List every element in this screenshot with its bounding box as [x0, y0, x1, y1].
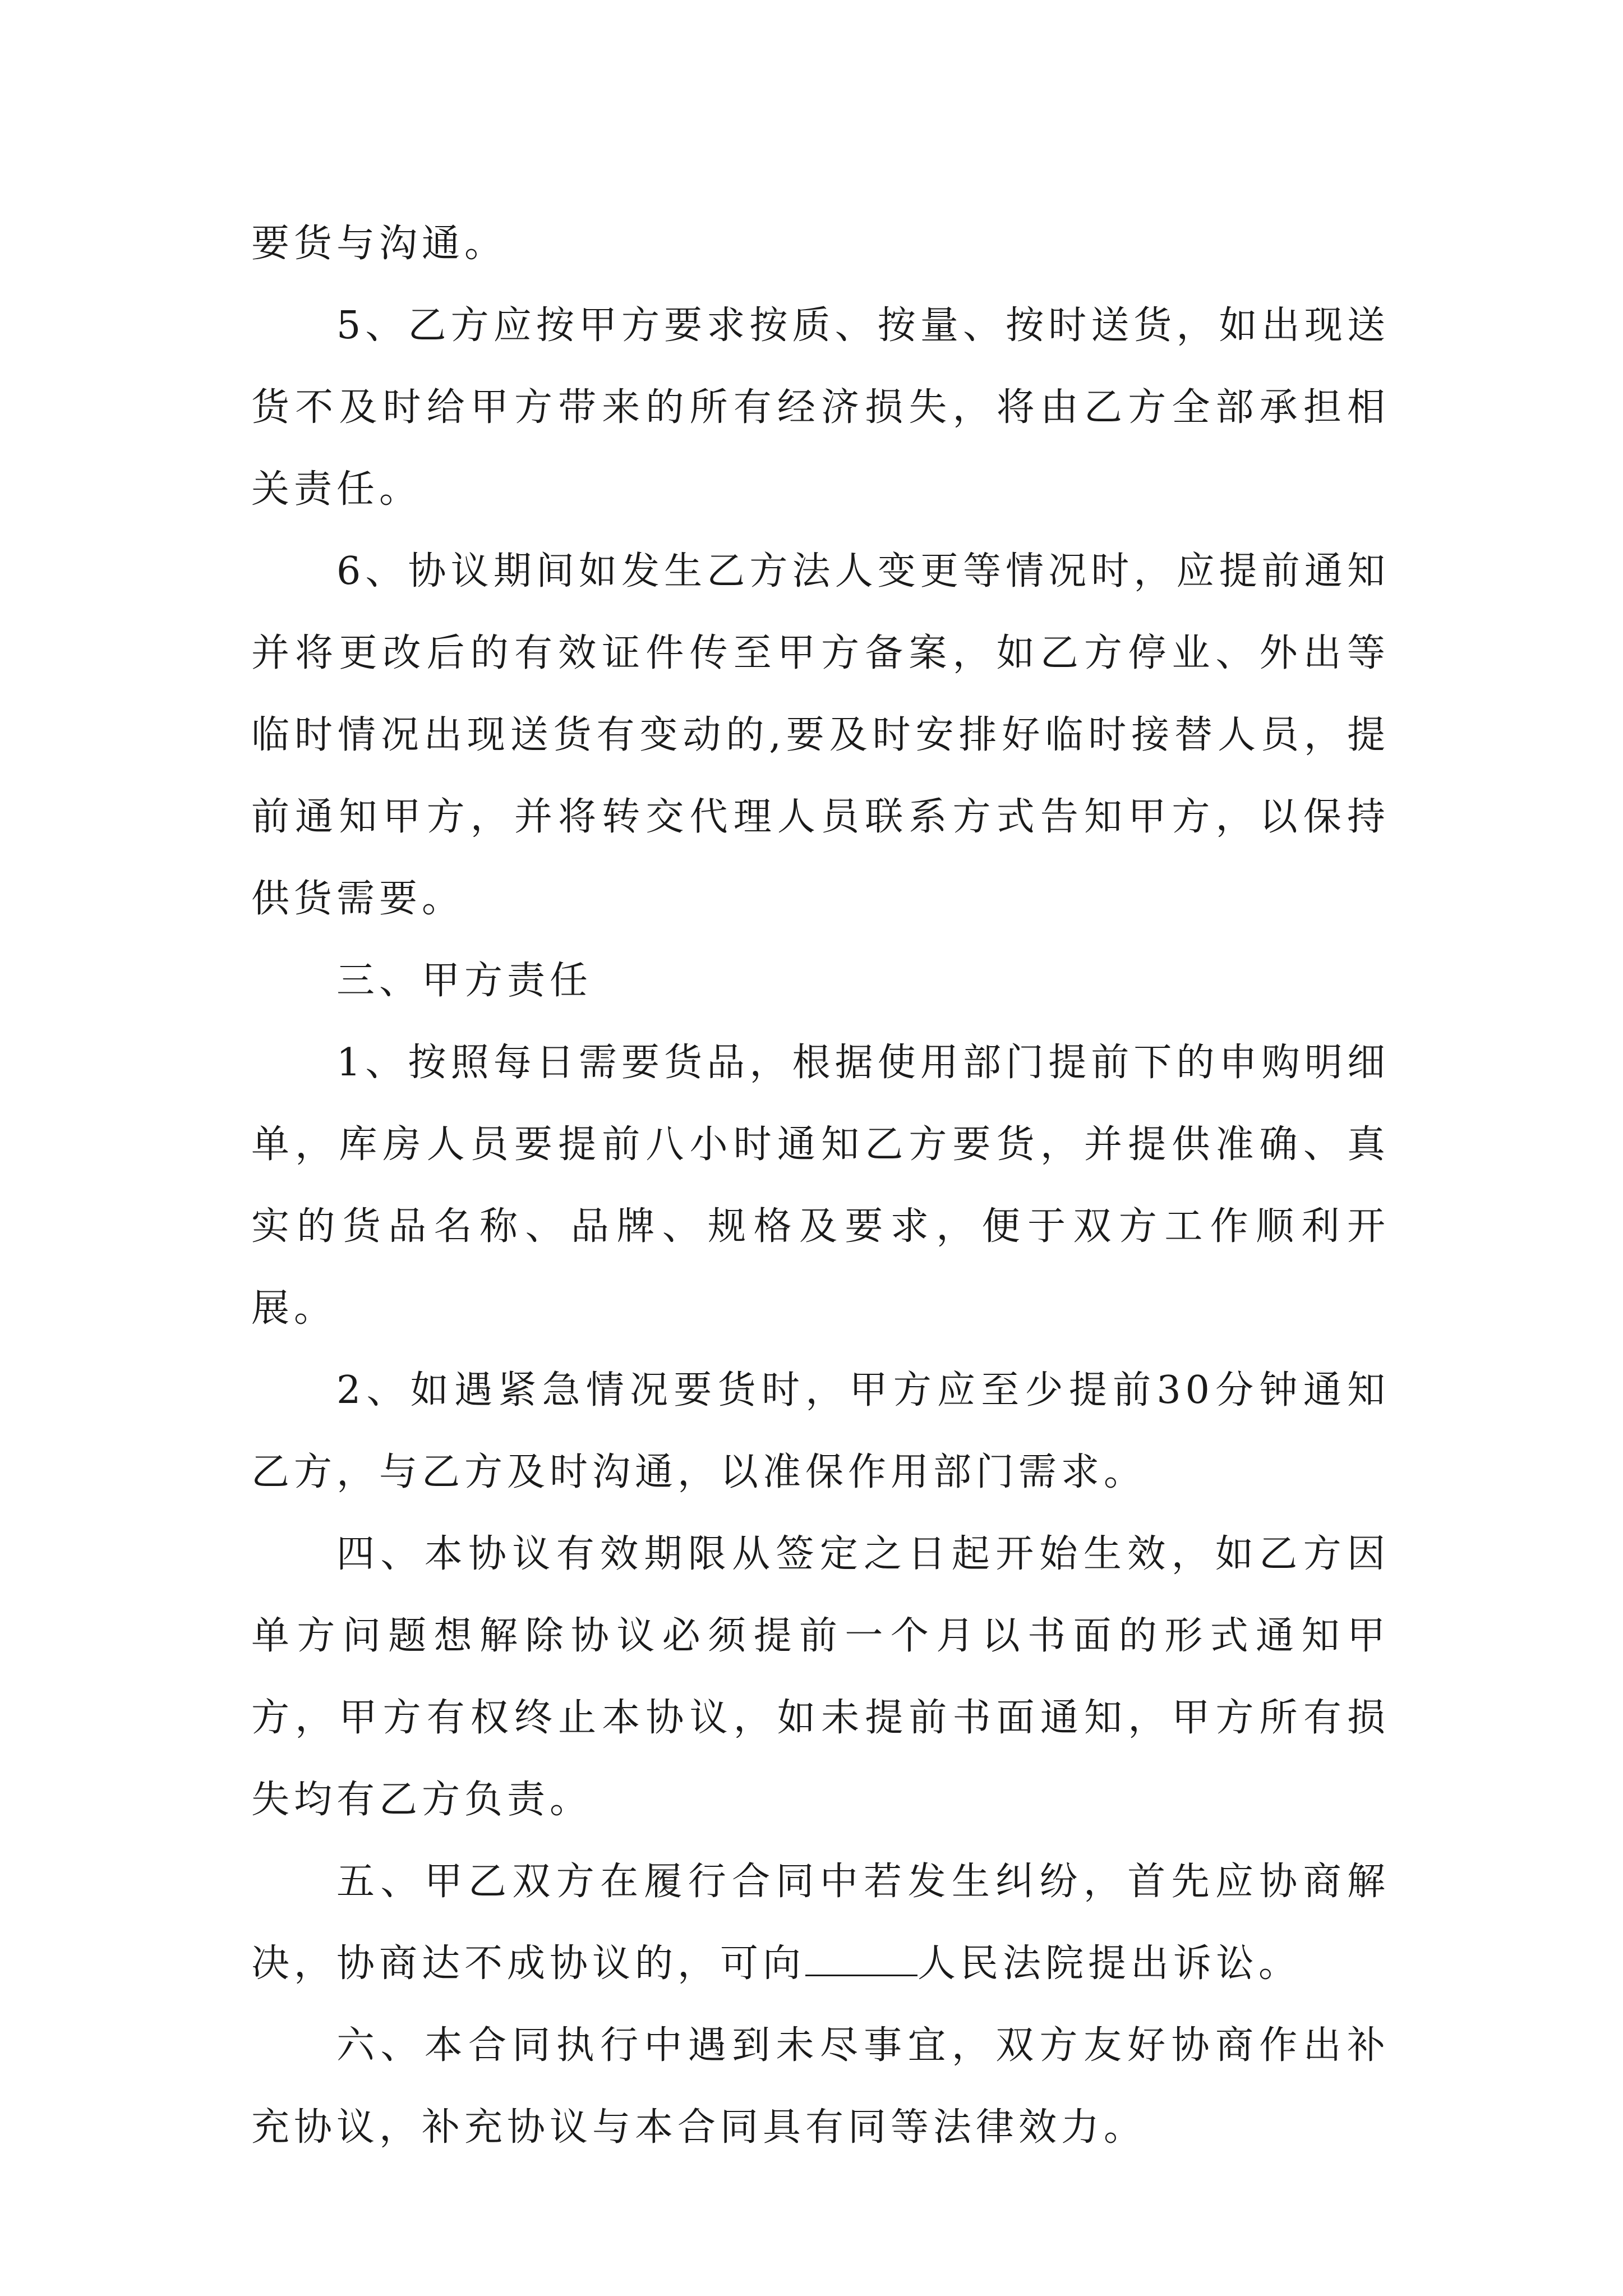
paragraph-a-clause-1: 1、按照每日需要货品，根据使用部门提前下的申购明细单，库房人员要提前八小时通知乙方要货，并提供准确、真实的货品名称、品牌、规格及要求，便于双方工作顺利开展。: [251, 1041, 1390, 1331]
dispute-text-after: 人民法院提出诉讼。: [917, 1941, 1302, 1986]
document-body: [251, 203, 1390, 2169]
court-name-blank: [805, 1941, 917, 1976]
paragraph-continuation: 要货与沟通。: [251, 222, 508, 266]
section-heading-party-a-duties: 三、甲方责任: [336, 959, 593, 1003]
dispute-text-before: 五、甲乙双方在履行合同中若发生纠纷，首先应协商解决，协商达不成协议的，可向: [251, 1860, 1390, 1986]
paragraph-clause-6: 6、协议期间如发生乙方法人变更等情况时，应提前通知并将更改后的有效证件传至甲方备案，如乙方停业、外出等临时情况出现送货有变动的,要及时安排好临时接替人员，提前通知甲方，并将转交代理人员联系方式告知甲方，以保持供货需要。: [251, 549, 1390, 921]
paragraph-section-4-validity: 四、本协议有效期限从签定之日起开始生效，如乙方因单方问题想解除协议必须提前一个月以书面的形式通知甲方，甲方有权终止本协议，如未提前书面通知，甲方所有损失均有乙方负责。: [251, 1532, 1390, 1822]
paragraph-a-clause-2: 2、如遇紧急情况要货时，甲方应至少提前30分钟通知乙方，与乙方及时沟通，以准保作用部门需求。: [251, 1368, 1390, 1494]
paragraph-section-6-supplement: 六、本合同执行中遇到未尽事宜，双方友好协商作出补充协议，补充协议与本合同具有同等法律效力。: [251, 2023, 1390, 2150]
paragraph-clause-5: 5、乙方应按甲方要求按质、按量、按时送货，如出现送货不及时给甲方带来的所有经济损失，将由乙方全部承担相关责任。: [251, 303, 1390, 512]
paragraph-section-5-disputes: [251, 1841, 1390, 2005]
